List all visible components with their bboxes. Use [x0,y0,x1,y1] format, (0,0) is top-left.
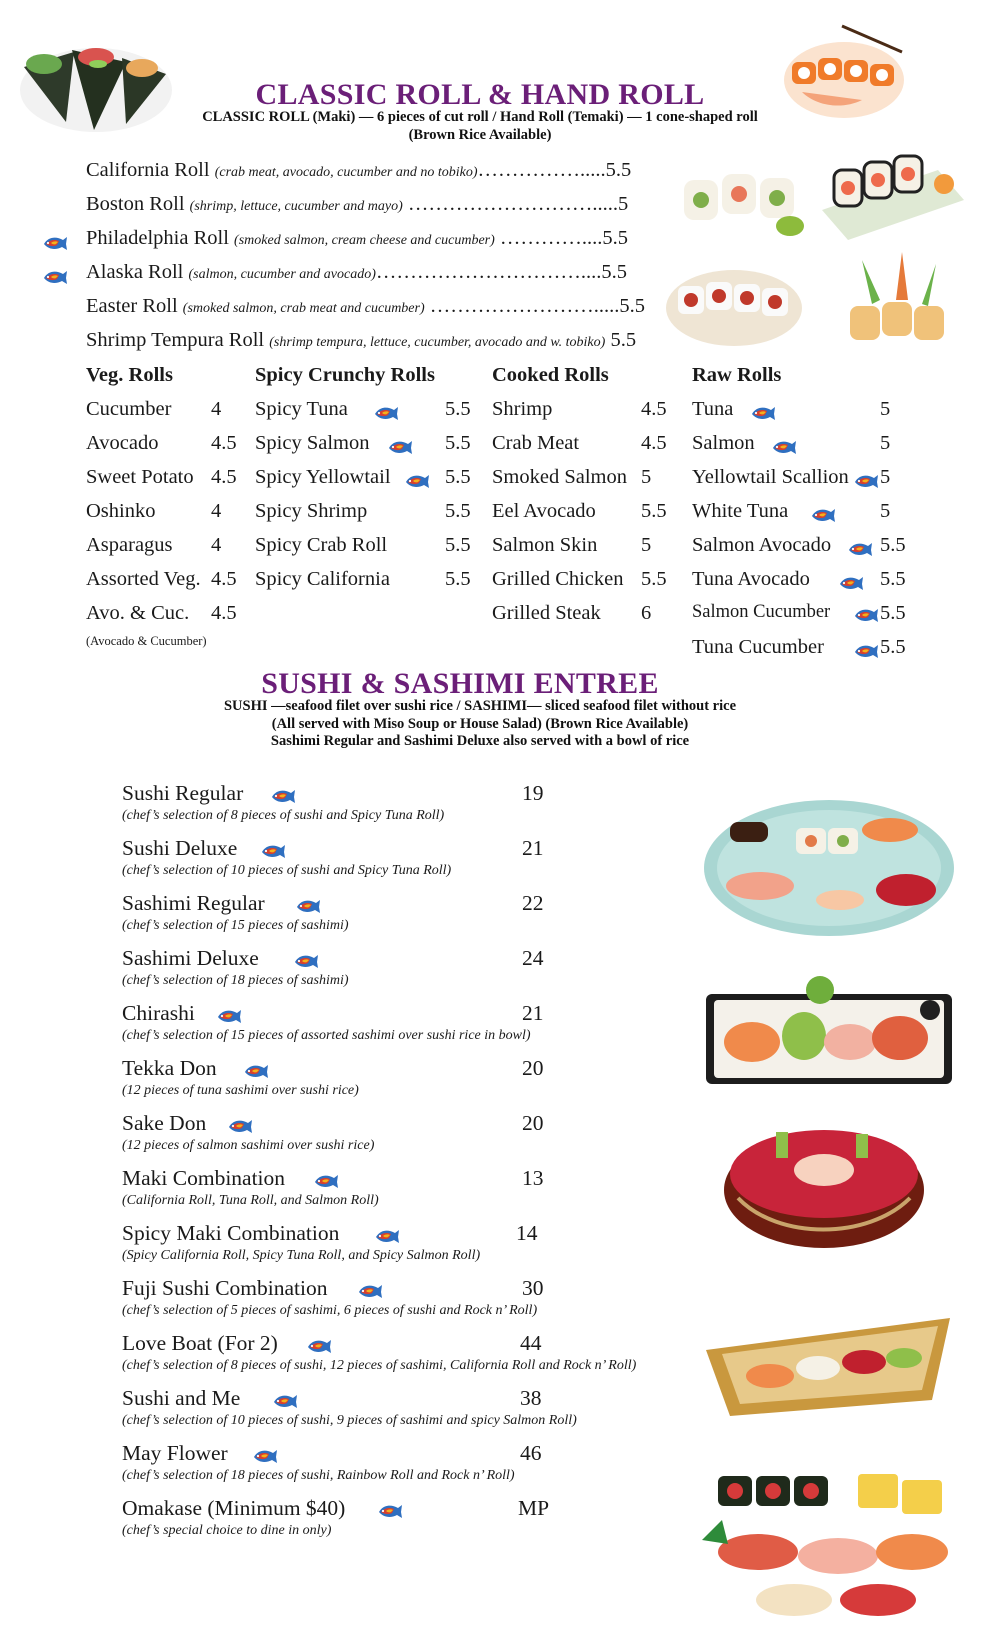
fish-logo-icon [227,1118,253,1134]
veg-item-name: Sweet Potato [86,466,194,488]
item-name: Easter Roll [86,295,178,317]
cooked-item-price: 5.5 [641,500,667,522]
classic-subtitle-line2: (Brown Rice Available) [408,126,552,143]
entree-price: 14 [516,1221,538,1245]
entree-price: 20 [522,1111,544,1135]
raw-item-name: Tuna Cucumber [692,636,824,658]
classic-title: CLASSIC ROLL & HAND ROLL [255,78,705,111]
veg-item-name: Assorted Veg. [86,568,201,590]
item-price: 5 [617,193,629,215]
entree-desc: (12 pieces of salmon sashimi over sushi rice) [122,1138,375,1153]
entree-desc: (chef’s selection of 5 pieces of sashimi, 6 pieces of sushi and Rock n’ Roll) [122,1303,538,1318]
entree-name: Maki Combination [122,1166,286,1190]
spicy-item-name: Spicy Shrimp [255,500,368,522]
item-name: Boston Roll [86,193,185,215]
entree-name: Omakase (Minimum $40) [122,1496,346,1520]
spicy-item-price: 5.5 [445,398,471,420]
entree-title: SUSHI & SASHIMI ENTREE [261,667,659,700]
entree-subtitle-line2: (All served with Miso Soup or House Salad) (Brown Rice Available) [271,715,689,732]
spicy-item-price: 5.5 [445,500,471,522]
cooked-item-name: Eel Avocado [492,500,596,522]
fish-logo-icon [357,1283,383,1299]
entree-desc: (chef’s selection of 10 pieces of sushi and Spicy Tuna Roll) [122,863,452,878]
classic-item [86,329,636,352]
entree-desc: (chef’s selection of 15 pieces of sashimi) [122,918,349,933]
sushi-assortment-photo [698,1460,960,1628]
fish-logo-icon [270,788,296,804]
fish-logo-icon [42,269,68,285]
fish-logo-icon [293,953,319,969]
fish-logo-icon [306,1338,332,1354]
entree-name: Sushi and Me [122,1386,241,1410]
fish-logo-icon [847,541,873,557]
veg-item-price: 4 [211,500,222,522]
raw-item-price: 5 [880,432,891,454]
entree-desc: (chef’s selection of 8 pieces of sushi, 12 pieces of sashimi, California Roll and Rock n’ Roll) [122,1358,637,1373]
classic-subtitle [110,109,850,144]
spicy-item-price: 5.5 [445,568,471,590]
spicy-item-name: Spicy Tuna [255,398,348,420]
classic-item [86,261,627,284]
spicy-item-name: Spicy Yellowtail [255,466,391,488]
raw-item-price: 5.5 [880,636,906,658]
fish-logo-icon [374,1228,400,1244]
item-name: Alaska Roll [86,261,184,283]
spicy-crunchy-heading: Spicy Crunchy Rolls [255,364,435,386]
cooked-item-name: Shrimp [492,398,553,420]
cooked-item-price: 5 [641,466,652,488]
raw-heading: Raw Rolls [692,364,782,386]
fish-logo-icon [252,1448,278,1464]
raw-item-price: 5 [880,466,891,488]
item-price: 5.5 [610,329,637,351]
entree-subtitle [110,698,850,751]
fish-logo-icon [377,1503,403,1519]
entree-desc: (chef’s special choice to dine in only) [122,1523,332,1538]
roll-platter-photo [782,22,906,122]
classic-item [86,159,631,182]
veg-item-name: Avo. & Cuc. [86,602,190,624]
raw-item-name: Tuna [692,398,734,420]
entree-name: Sashimi Deluxe [122,946,259,970]
item-price: 5.5 [619,295,646,317]
cooked-item-name: Crab Meat [492,432,580,454]
fish-logo-icon [260,843,286,859]
entree-price: 21 [522,836,544,860]
spicy-item-name: Spicy Crab Roll [255,534,388,556]
sashimi-boat-photo [700,958,958,1092]
veg-item-name: Cucumber [86,398,172,420]
raw-item-name: Salmon Avocado [692,534,832,556]
cooked-item-price: 5 [641,534,652,556]
item-desc: (smoked salmon, crab meat and cucumber) [182,301,425,316]
fish-logo-icon [216,1008,242,1024]
item-leader: ………….... [494,227,603,249]
fish-logo-icon [295,898,321,914]
entree-desc: (chef’s selection of 10 pieces of sushi, 9 pieces of sashimi and spicy Salmon Roll) [122,1413,577,1428]
entree-price: 19 [522,781,544,805]
raw-item-name: Yellowtail Scallion [692,466,849,488]
entree-name: Fuji Sushi Combination [122,1276,328,1300]
entree-name: Sake Don [122,1111,207,1135]
entree-price: 20 [522,1056,544,1080]
entree-price: 22 [522,891,544,915]
entree-price: 13 [522,1166,544,1190]
entree-desc: (California Roll, Tuna Roll, and Salmon Roll) [122,1193,379,1208]
item-desc: (salmon, cucumber and avocado) [188,267,376,282]
entree-name: Chirashi [122,1001,195,1025]
item-price: 5.5 [602,227,629,249]
fish-logo-icon [404,473,430,489]
entree-price: 38 [520,1386,542,1410]
cooked-item-price: 4.5 [641,398,667,420]
entree-name: Sushi Deluxe [122,836,238,860]
entree-price: 46 [520,1441,542,1465]
entree-desc: (chef’s selection of 18 pieces of sushi, Rainbow Roll and Rock n’ Roll) [122,1468,515,1483]
entree-name: Spicy Maki Combination [122,1221,340,1245]
entree-desc: (chef’s selection of 8 pieces of sushi and Spicy Tuna Roll) [122,808,445,823]
item-name: Philadelphia Roll [86,227,229,249]
item-name: Shrimp Tempura Roll [86,329,265,351]
entree-price: 21 [522,1001,544,1025]
raw-item-name: Salmon [692,432,755,454]
spicy-item-price: 5.5 [445,466,471,488]
veg-item-price: 4.5 [211,568,237,590]
cooked-item-name: Salmon Skin [492,534,598,556]
entree-subtitle-line3: Sashimi Regular and Sashimi Deluxe also served with a bowl of rice [270,733,690,749]
love-boat-photo [700,1290,958,1422]
fish-logo-icon [243,1063,269,1079]
item-leader: ………………………..... [402,193,618,215]
cooked-item-name: Grilled Chicken [492,568,624,590]
veg-item-price: 4 [211,534,222,556]
item-leader: ………………………….... [375,261,602,283]
entree-price: 24 [522,946,544,970]
spicy-roll-photo [664,258,804,348]
entree-price: 30 [522,1276,544,1300]
item-leader: ……………..... [477,159,606,181]
item-price: 5.5 [601,261,628,283]
entree-name: Sushi Regular [122,781,244,805]
entree-name: Tekka Don [122,1056,217,1080]
entree-price: MP [518,1496,550,1520]
raw-item-name: Salmon Cucumber [692,602,831,622]
fish-logo-icon [387,439,413,455]
veg-heading: Veg. Rolls [86,364,173,386]
item-name: California Roll [86,159,210,181]
raw-item-price: 5.5 [880,534,906,556]
fish-logo-icon [853,607,879,623]
tempura-roll-photo [832,250,962,350]
entree-price: 44 [520,1331,542,1355]
california-roll-photo [680,160,810,240]
raw-item-price: 5.5 [880,602,906,624]
cooked-item-price: 5.5 [641,568,667,590]
item-price: 5.5 [605,159,632,181]
raw-item-name: Tuna Avocado [692,568,810,590]
cooked-item-price: 6 [641,602,652,624]
classic-item [86,227,628,250]
entree-desc: (12 pieces of tuna sashimi over sushi rice) [122,1083,359,1098]
fish-logo-icon [373,405,399,421]
veg-note: (Avocado & Cucumber) [86,634,207,648]
spicy-item-price: 5.5 [445,432,471,454]
entree-name: May Flower [122,1441,228,1465]
veg-item-price: 4.5 [211,466,237,488]
rainbow-roll-photo [818,140,968,240]
item-desc: (shrimp, lettuce, cucumber and mayo) [189,199,403,214]
entree-desc: (Spicy California Roll, Spicy Tuna Roll, and Spicy Salmon Roll) [122,1248,481,1263]
fish-logo-icon [853,473,879,489]
cooked-item-price: 4.5 [641,432,667,454]
cooked-heading: Cooked Rolls [492,364,609,386]
raw-item-price: 5 [880,500,891,522]
veg-item-name: Avocado [86,432,159,454]
fish-logo-icon [750,405,776,421]
raw-item-name: White Tuna [692,500,789,522]
item-desc: (smoked salmon, cream cheese and cucumber) [234,233,495,248]
veg-item-price: 4 [211,398,222,420]
chirashi-bowl-photo [718,1122,930,1254]
entree-name: Sashimi Regular [122,891,265,915]
fish-logo-icon [42,235,68,251]
entree-desc: (chef’s selection of 18 pieces of sashimi) [122,973,349,988]
cooked-item-name: Grilled Steak [492,602,601,624]
veg-item-name: Oshinko [86,500,156,522]
entree-subtitle-line1: SUSHI —seafood filet over sushi rice / SASHIMI— sliced seafood filet without rice [223,698,737,714]
raw-item-price: 5.5 [880,568,906,590]
spicy-item-name: Spicy California [255,568,390,590]
classic-subtitle-line1: CLASSIC ROLL (Maki) — 6 pieces of cut roll / Hand Roll (Temaki) — 1 cone-shaped roll [202,109,758,125]
fish-logo-icon [853,643,879,659]
sushi-platter-photo [700,782,958,940]
classic-item [86,295,645,318]
item-desc: (crab meat, avocado, cucumber and no tobiko) [214,165,478,180]
item-leader: ……………………..... [424,295,620,317]
entree-desc: (chef’s selection of 15 pieces of assorted sashimi over sushi rice in bowl) [122,1028,531,1043]
veg-item-price: 4.5 [211,602,237,624]
entree-name: Love Boat (For 2) [122,1331,278,1355]
cooked-item-name: Smoked Salmon [492,466,627,488]
fish-logo-icon [272,1393,298,1409]
fish-logo-icon [838,575,864,591]
fish-logo-icon [771,439,797,455]
spicy-item-name: Spicy Salmon [255,432,370,454]
spicy-item-price: 5.5 [445,534,471,556]
item-desc: (shrimp tempura, lettuce, cucumber, avocado and w. tobiko) [269,335,606,350]
fish-logo-icon [313,1173,339,1189]
fish-logo-icon [810,507,836,523]
classic-item [86,193,628,216]
raw-item-price: 5 [880,398,891,420]
veg-item-price: 4.5 [211,432,237,454]
veg-item-name: Asparagus [86,534,173,556]
